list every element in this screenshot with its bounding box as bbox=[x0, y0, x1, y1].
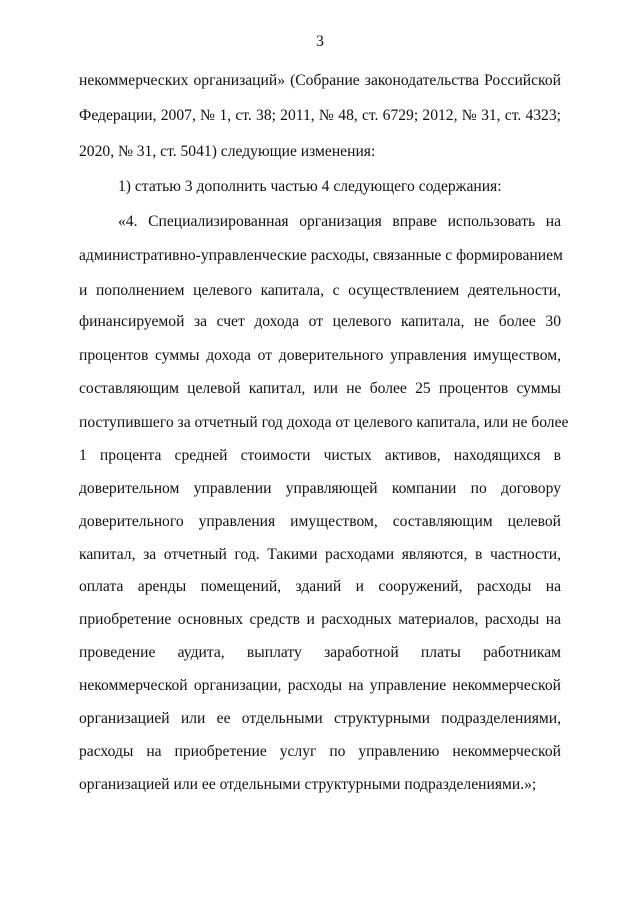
text-line: организацией или ее отдельными структурными подразделениями.»; bbox=[79, 776, 537, 793]
text-line: некоммерческой организации, расходы на управление некоммерческой bbox=[79, 677, 561, 694]
text-line: процентов суммы дохода от доверительного управления имуществом, bbox=[79, 347, 561, 364]
text-line: и пополнением целевого капитала, с осуществлением деятельности, bbox=[79, 282, 561, 299]
text-line: доверительном управлении управляющей компании по договору bbox=[79, 480, 561, 497]
text-line: капитал, за отчетный год. Такими расходами являются, в частности, bbox=[79, 546, 561, 563]
text-line: некоммерческих организаций» (Собрание законодательства Российской bbox=[79, 72, 561, 89]
text-line: оплата аренды помещений, зданий и сооружений, расходы на bbox=[79, 578, 561, 595]
text-line: поступившего за отчетный год дохода от целевого капитала, или не более bbox=[79, 414, 569, 431]
text-line: «4. Специализированная организация вправе использовать на bbox=[118, 213, 561, 230]
text-line: 1 процента средней стоимости чистых активов, находящихся в bbox=[79, 447, 561, 464]
text-line: 2020, № 31, ст. 5041) следующие изменения: bbox=[79, 143, 376, 160]
text-line: административно-управленческие расходы, связанные с формированием bbox=[79, 247, 563, 264]
text-line: приобретение основных средств и расходных материалов, расходы на bbox=[79, 611, 561, 628]
text-line: проведение аудита, выплату заработной платы работникам bbox=[79, 644, 561, 661]
text-line: составляющим целевой капитал, или не более 25 процентов суммы bbox=[79, 380, 561, 397]
text-line: Федерации, 2007, № 1, ст. 38; 2011, № 48, ст. 6729; 2012, № 31, ст. 4323; bbox=[79, 107, 561, 124]
text-line: 1) статью 3 дополнить частью 4 следующего содержания: bbox=[118, 178, 502, 195]
text-line: расходы на приобретение услуг по управлению некоммерческой bbox=[79, 743, 561, 760]
text-line: доверительного управления имуществом, составляющим целевой bbox=[79, 513, 561, 530]
text-line: организацией или ее отдельными структурными подразделениями, bbox=[79, 710, 561, 727]
text-line: финансируемой за счет дохода от целевого капитала, не более 30 bbox=[79, 313, 561, 330]
page-number: 3 bbox=[316, 33, 324, 50]
